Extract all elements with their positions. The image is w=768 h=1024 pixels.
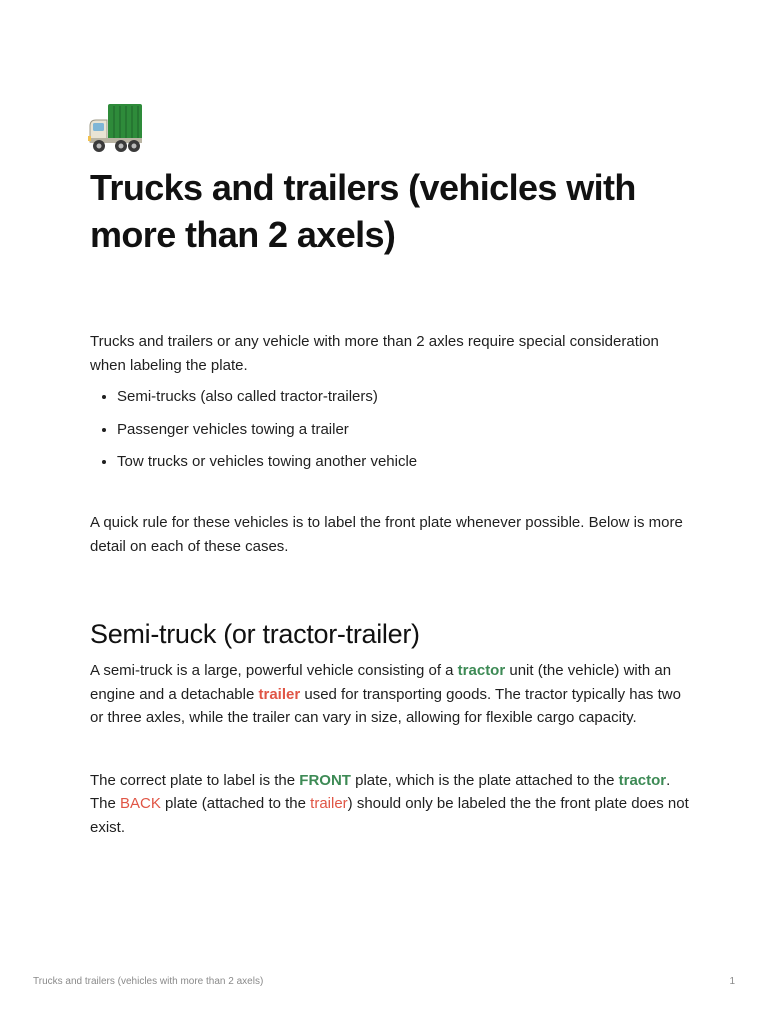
keyword-front: FRONT [299, 771, 351, 789]
text-run: ) should only be labeled the the front plate does not exist. [90, 795, 689, 836]
section-heading: Semi-truck (or tractor-trailer) [90, 619, 420, 649]
keyword-tractor: tractor [618, 771, 667, 789]
vehicle-type-list [90, 385, 690, 473]
list-item: • Semi-trucks (also called tractor-trailers) [117, 385, 690, 408]
keyword-tractor: tractor [457, 662, 506, 679]
text-run: unit (the vehicle) with an engine and a detachable [90, 662, 672, 703]
footer-title: Trucks and trailers (vehicles with more than 2 axels) [33, 976, 264, 987]
intro-paragraph: Trucks and trailers or any vehicle with more than 2 axles require special consideration when labeling the plate. [90, 333, 659, 374]
keyword-trailer: trailer [310, 795, 348, 812]
list-item: • Tow trucks or vehicles towing another vehicle [117, 450, 690, 473]
list-item: • Passenger vehicles towing a trailer [117, 418, 690, 441]
text-run: A semi-truck is a large, powerful vehicle consisting of a [90, 662, 458, 679]
document-page [90, 100, 690, 839]
keyword-trailer: trailer [258, 685, 301, 703]
text-run: The correct plate to label is the [90, 771, 300, 789]
page-number: 1 [729, 976, 735, 987]
delivery-truck-icon [88, 100, 144, 156]
quick-rule-paragraph: A quick rule for these vehicles is to label the front plate whenever possible. Below is more detail on each of these cases. [90, 514, 683, 555]
text-run: plate, which is the plate attached to the [350, 771, 619, 789]
text-run: . The [90, 771, 671, 812]
page-footer [33, 976, 735, 987]
text-run: plate (attached to the [160, 795, 311, 812]
keyword-back: BACK [120, 795, 161, 812]
page-title: Trucks and trailers (vehicles with more than 2 axels) [90, 167, 636, 255]
plate-rule-paragraph [90, 769, 690, 840]
text-run: used for transporting goods. The tractor typically has two or three axles, while the trailer can vary in size, allowing for flexible cargo capacity. [90, 685, 681, 726]
semi-truck-paragraph [90, 659, 690, 730]
